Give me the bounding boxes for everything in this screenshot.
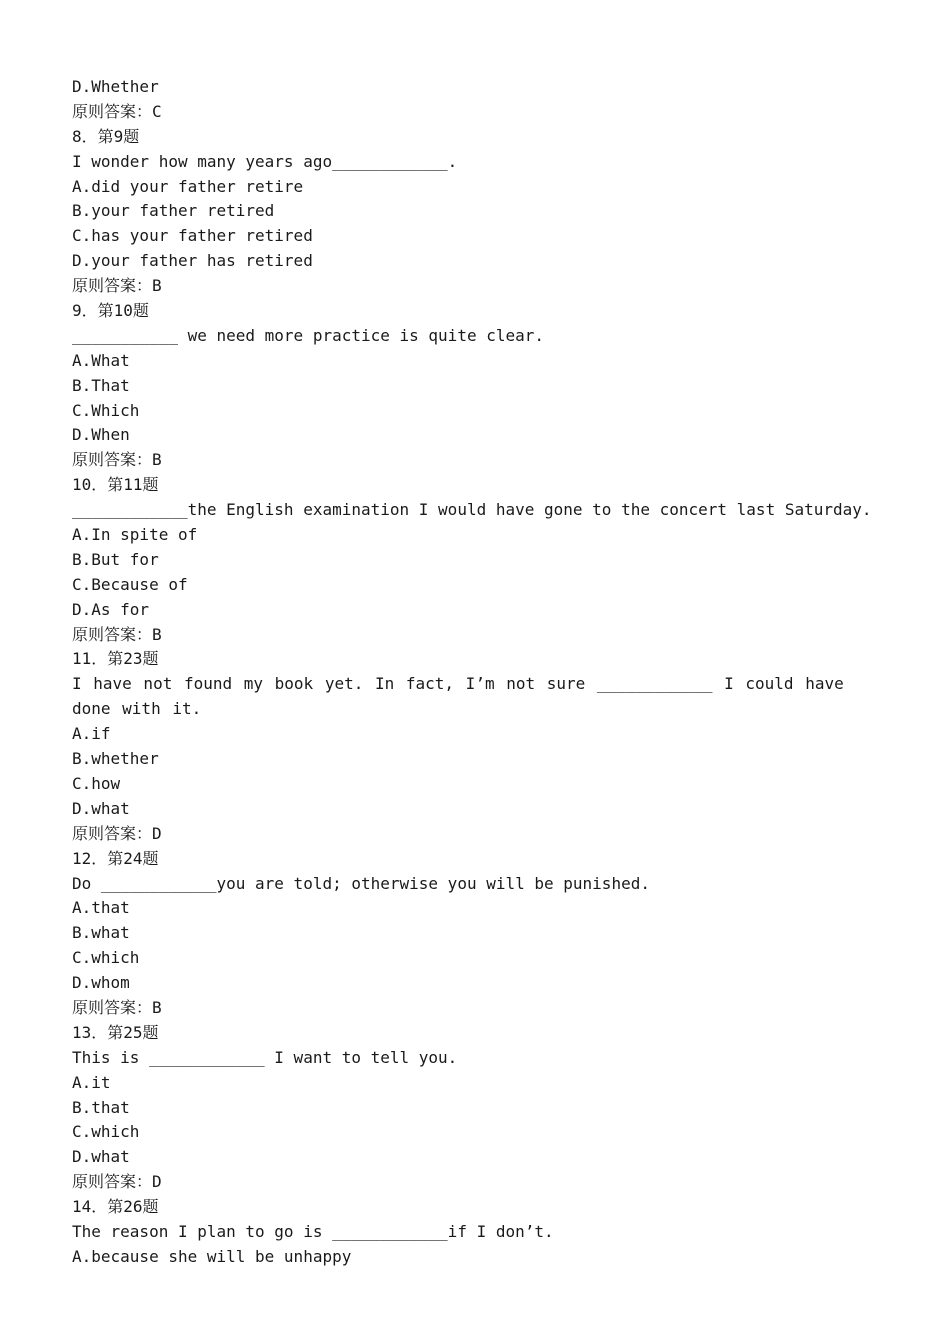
question-text: I have not found my book yet. In fact, I’m not sure ____________ I could have done with it. <box>72 674 844 719</box>
option-line: A.because she will be unhappy <box>72 1246 352 1266</box>
question-text: This is ____________ I want to tell you. <box>72 1047 458 1067</box>
question-number: 13．第25题 <box>72 1022 159 1042</box>
option-line: C.how <box>72 773 121 793</box>
question-text: ____________the English examination I would have gone to the concert last Saturday. <box>72 500 872 520</box>
answer-line: 原则答案：D <box>72 823 162 843</box>
answer-line: 原则答案：B <box>72 450 162 470</box>
option-line: C.Because of <box>72 574 188 594</box>
question-number: 10．第11题 <box>72 475 159 495</box>
question-text: ___________ we need more practice is quite clear. <box>72 325 545 345</box>
question-number: 9．第10题 <box>72 301 149 321</box>
option-line: A.it <box>72 1072 111 1092</box>
option-line: B.your father retired <box>72 201 275 221</box>
option-line: B.That <box>72 375 130 395</box>
question-number: 11．第23题 <box>72 649 159 669</box>
option-line: C.has your father retired <box>72 226 313 246</box>
option-line: C.which <box>72 1122 140 1142</box>
option-line: B.that <box>72 1097 130 1117</box>
option-line: B.what <box>72 923 130 943</box>
option-line: D.what <box>72 798 130 818</box>
option-line: A.if <box>72 724 111 744</box>
question-text: I wonder how many years ago____________. <box>72 151 458 171</box>
option-line: A.did your father retire <box>72 176 304 196</box>
option-line: A.What <box>72 350 130 370</box>
question-number: 8．第9题 <box>72 126 140 146</box>
question-number: 14．第26题 <box>72 1197 159 1217</box>
option-line: C.which <box>72 948 140 968</box>
answer-line: 原则答案：B <box>72 624 162 644</box>
option-line: A.that <box>72 898 130 918</box>
answer-line: 原则答案：B <box>72 276 162 296</box>
option-line: A.In spite of <box>72 525 198 545</box>
answer-line: 原则答案：C <box>72 101 162 121</box>
answer-line: 原则答案：B <box>72 997 162 1017</box>
answer-line: 原则答案：D <box>72 1172 162 1192</box>
option-line: D.your father has retired <box>72 251 313 271</box>
option-line: D.When <box>72 425 130 445</box>
question-text: Do ____________you are told; otherwise you will be punished. <box>72 873 650 893</box>
option-line: C.Which <box>72 400 140 420</box>
document-page <box>72 75 882 1270</box>
option-line: D.whom <box>72 973 130 993</box>
option-line: D.As for <box>72 599 150 619</box>
question-text: The reason I plan to go is ____________if I don’t. <box>72 1222 554 1241</box>
option-line: D.what <box>72 1147 130 1167</box>
question-number: 12．第24题 <box>72 848 159 868</box>
option-line: B.But for <box>72 549 159 569</box>
option-line: D.Whether <box>72 77 159 96</box>
option-line: B.whether <box>72 749 159 769</box>
